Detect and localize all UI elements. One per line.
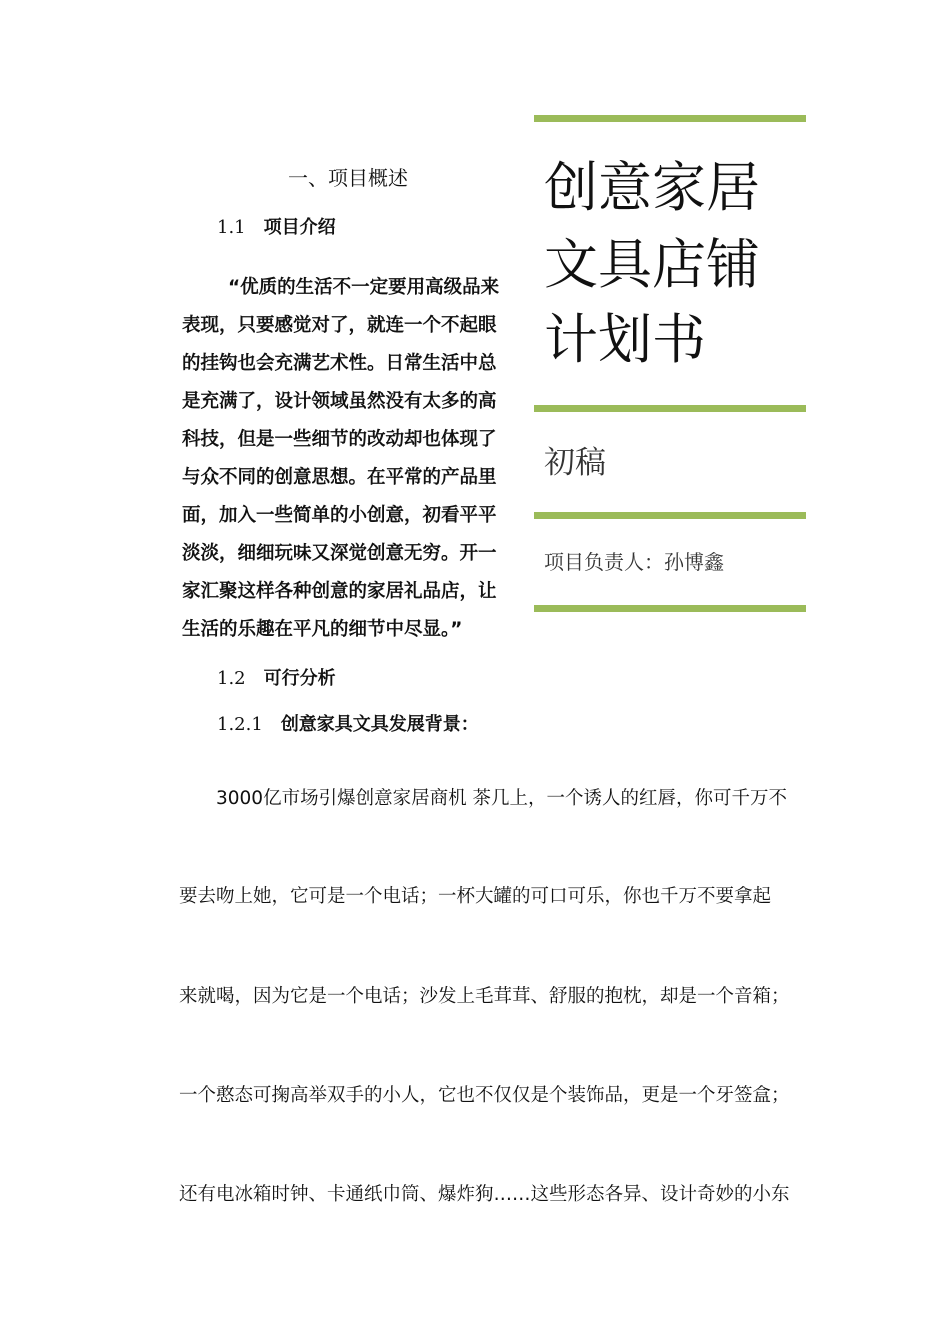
- project-owner: 项目负责人：孙博鑫: [544, 550, 724, 574]
- heading-1-1: [217, 214, 336, 242]
- heading-text: 可行分析: [263, 668, 336, 689]
- quote-line: 生活的乐趣在平凡的细节中尽显。”: [182, 619, 463, 640]
- heading-text: 创意家具文具发展背景：: [280, 714, 479, 735]
- heading-1-2: [217, 665, 336, 693]
- title-top-rule: [534, 115, 806, 122]
- quote-line: 家汇聚这样各种创意的家居礼品店，让: [182, 581, 497, 602]
- heading-number: 1.1: [217, 217, 246, 238]
- quote-line: “优质的生活不一定要用高级品来: [228, 277, 500, 298]
- heading-1-2-1: [217, 711, 479, 739]
- quote-line: 面，加入一些简单的小创意，初看平平: [182, 505, 497, 526]
- quote-line: 淡淡，细细玩味又深觉创意无穷。开一: [182, 543, 497, 564]
- cover-title-line-2: 文具店铺: [544, 233, 760, 296]
- quote-line: 是充满了，设计领域虽然没有太多的高: [182, 391, 497, 412]
- body-line: 要去吻上她，它可是一个电话；一杯大罐的可口可乐，你也千万不要拿起: [179, 886, 772, 907]
- heading-number: 1.2.1: [217, 714, 263, 735]
- heading-text: 项目介绍: [263, 217, 336, 238]
- owner-rule: [534, 605, 806, 612]
- section-title: 一、项目概述: [288, 166, 408, 190]
- cover-title-line-1: 创意家居: [544, 156, 760, 219]
- body-line: 一个憨态可掬高举双手的小人，它也不仅仅是个装饰品，更是一个牙签盒；: [179, 1085, 790, 1106]
- body-line: 3000亿市场引爆创意家居商机 茶几上，一个诱人的红唇，你可千万不: [216, 788, 787, 809]
- body-line: 来就喝，因为它是一个电话；沙发上毛茸茸、舒服的抱枕，却是一个音箱；: [179, 986, 790, 1007]
- quote-line: 的挂钩也会充满艺术性。日常生活中总: [182, 353, 497, 374]
- heading-number: 1.2: [217, 668, 246, 689]
- cover-subtitle: 初稿: [544, 445, 606, 481]
- subtitle-rule: [534, 512, 806, 519]
- cover-title-line-3: 计划书: [544, 308, 706, 371]
- quote-line: 科技，但是一些细节的改动却也体现了: [182, 429, 497, 450]
- title-bottom-rule: [534, 405, 806, 412]
- quote-line: 与众不同的创意思想。在平常的产品里: [182, 467, 497, 488]
- body-line: 还有电冰箱时钟、卡通纸巾筒、爆炸狗……这些形态各异、设计奇妙的小东: [179, 1184, 790, 1205]
- quote-line: 表现，只要感觉对了，就连一个不起眼: [182, 315, 497, 336]
